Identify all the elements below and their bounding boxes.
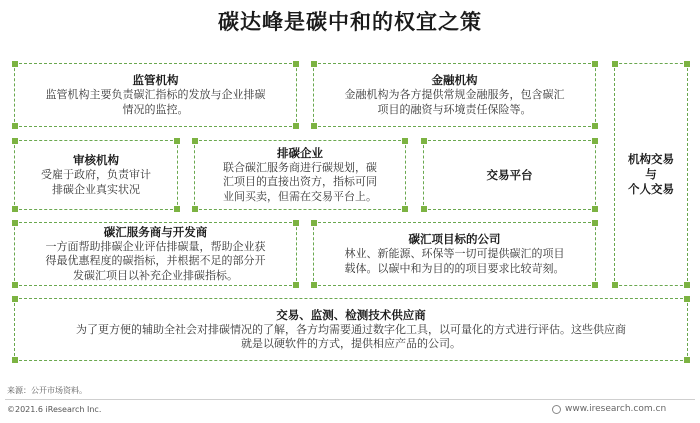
tech-desc-2: 就是以硬软件的方式，提供相应产品的公司。 xyxy=(241,337,461,350)
tech-title: 交易、监测、检测技术供应商 xyxy=(276,307,426,322)
tech-desc-1: 为了更方便的辅助全社会对排碳情况的了解，各方均需要通过数字化工具，以可量化的方式进行评估。这些供应商 xyxy=(76,322,626,336)
trade-title-1: 机构交易 xyxy=(628,152,674,166)
finance-title: 金融机构 xyxy=(431,73,478,87)
project-desc-2: 载体。以碳中和为目的的项目要求比较苛刻。 xyxy=(344,261,565,275)
footer-divider xyxy=(5,399,695,400)
emitter-desc-3: 业间买卖，但需在交易平台上。 xyxy=(223,189,377,203)
finance-desc-2: 项目的融资与环境责任保险等。 xyxy=(377,102,532,116)
regulator-desc-2: 情况的监控。 xyxy=(122,102,189,116)
project-box xyxy=(313,222,596,286)
brand xyxy=(552,404,666,414)
project-title: 碳汇项目标的公司 xyxy=(408,232,501,246)
emitter-desc-1: 联合碳汇服务商进行碳规划，碳 xyxy=(223,160,377,174)
platform-box xyxy=(423,140,596,210)
source-note: 来源：公开市场资料。 xyxy=(7,386,87,395)
emitter-desc-2: 汇项目的直接出资方，指标可同 xyxy=(223,175,377,189)
finance-desc-1: 金融机构为各方提供常规金融服务，包含碳汇 xyxy=(344,88,565,101)
audit-title: 审核机构 xyxy=(73,153,119,167)
iresearch-logo-icon xyxy=(552,405,561,414)
tech-box xyxy=(14,298,688,361)
provider-desc-1: 一方面帮助排碳企业评估排碳量，帮助企业获 xyxy=(45,239,266,253)
trade-box xyxy=(614,63,688,286)
provider-box xyxy=(14,222,297,286)
finance-box xyxy=(313,63,596,127)
project-desc-1: 林业、新能源、环保等一切可提供碳汇的项目 xyxy=(344,247,565,260)
provider-desc-2: 得最优惠程度的碳指标，并根据不足的部分开 xyxy=(45,254,266,268)
regulator-desc-1: 监管机构主要负责碳汇指标的发放与企业排碳 xyxy=(45,88,266,101)
audit-desc-2: 排碳企业真实状况 xyxy=(52,182,140,196)
provider-desc-3: 发碳汇项目以补充企业排碳指标。 xyxy=(73,268,238,282)
regulator-title: 监管机构 xyxy=(132,73,179,87)
emitter-title: 排碳企业 xyxy=(277,145,323,160)
website: www.iresearch.com.cn xyxy=(565,404,667,414)
trade-title-3: 个人交易 xyxy=(628,182,674,196)
regulator-box xyxy=(14,63,297,127)
page-title: 碳达峰是碳中和的权宜之策 xyxy=(218,10,482,34)
copyright: ©2021.6 iResearch Inc. xyxy=(7,405,102,414)
platform-title: 交易平台 xyxy=(486,167,533,182)
audit-desc-1: 受雇于政府，负责审计 xyxy=(41,168,151,181)
emitter-box xyxy=(194,140,406,210)
trade-title-2: 与 xyxy=(645,167,657,181)
audit-box xyxy=(14,140,178,210)
provider-title: 碳汇服务商与开发商 xyxy=(103,224,208,239)
